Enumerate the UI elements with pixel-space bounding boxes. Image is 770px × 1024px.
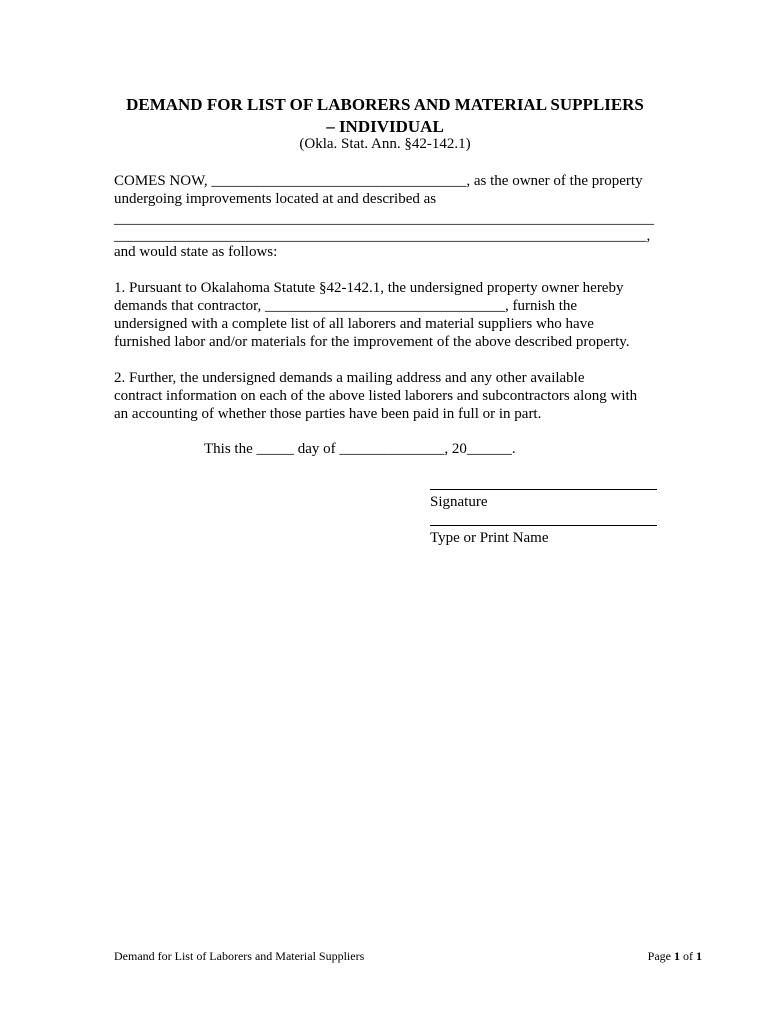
paragraph-2-line-3: an accounting of whether those parties have been paid in full or in part. — [114, 406, 542, 422]
document-title-line2: – INDIVIDUAL — [326, 117, 444, 136]
intro-line-2: undergoing improvements located at and described as — [114, 191, 437, 207]
paragraph-2-line-2: contract information on each of the above listed laborers and subcontractors along with — [114, 388, 638, 404]
paragraph-1-line-2: demands that contractor, ________________________________, furnish the — [114, 298, 578, 314]
page-total: 1 — [696, 949, 702, 963]
paragraph-2-line-1: 2. Further, the undersigned demands a mailing address and any other available — [114, 370, 585, 386]
date-line: This the _____ day of ______________, 20______. — [204, 441, 516, 457]
signature-rule — [430, 489, 657, 490]
footer-document-title: Demand for List of Laborers and Material Suppliers — [114, 949, 365, 963]
paragraph-1-line-3: undersigned with a complete list of all laborers and material suppliers who have — [114, 316, 594, 332]
page-current: 1 — [674, 949, 680, 963]
property-description-blank-1: ________________________________________________________________________ — [114, 211, 654, 227]
page-prefix: Page — [647, 949, 674, 963]
statute-citation: (Okla. Stat. Ann. §42-142.1) — [299, 136, 471, 152]
intro-line-1: COMES NOW, __________________________________, as the owner of the property — [114, 173, 643, 189]
property-description-blank-2: _______________________________________________________________________, — [114, 228, 651, 244]
footer-page-number — [648, 949, 702, 964]
document-title-line1: DEMAND FOR LIST OF LABORERS AND MATERIAL SUPPLIERS — [126, 95, 644, 114]
print-name-label: Type or Print Name — [430, 530, 549, 546]
signature-label: Signature — [430, 494, 488, 510]
page-of: of — [680, 949, 696, 963]
print-name-rule — [430, 525, 657, 526]
paragraph-1-line-4: furnished labor and/or materials for the improvement of the above described property. — [114, 334, 630, 350]
paragraph-1-line-1: 1. Pursuant to Okalahoma Statute §42-142.1, the undersigned property owner hereby — [114, 280, 624, 296]
intro-line-3: and would state as follows: — [114, 244, 278, 260]
